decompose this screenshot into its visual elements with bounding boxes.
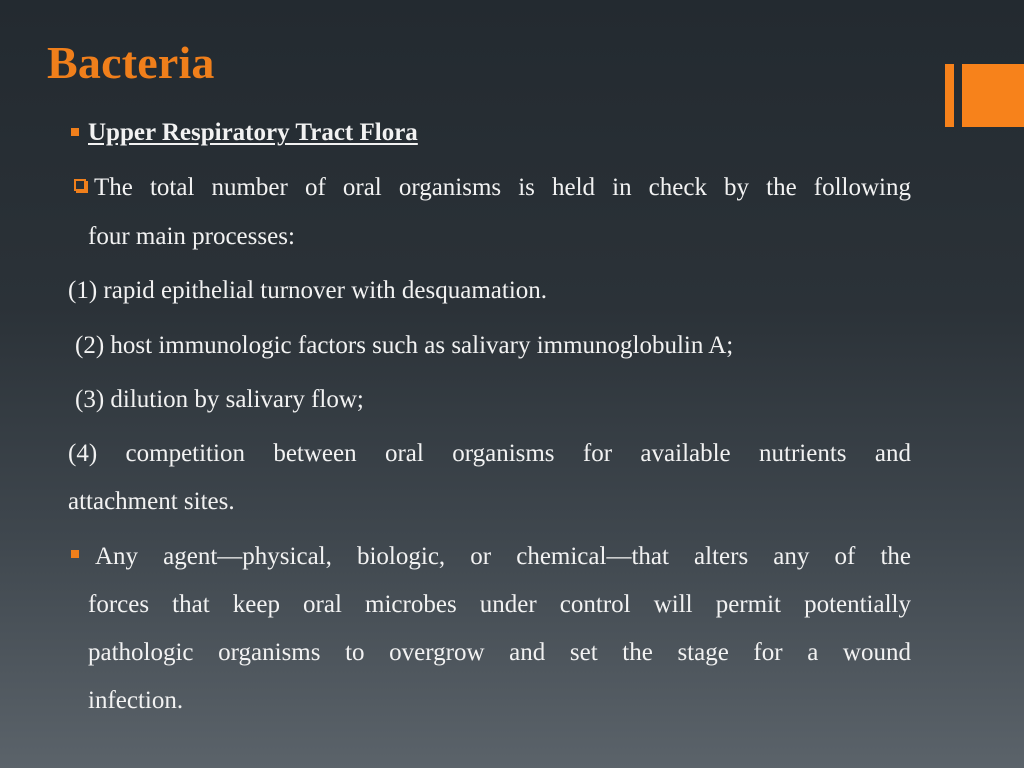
slide-title: Bacteria bbox=[47, 37, 215, 88]
process-item-2: (2) host immunologic factors such as salivary immunoglobulin A; bbox=[75, 332, 734, 359]
section-heading: Upper Respiratory Tract Flora bbox=[88, 119, 418, 146]
process-item-3: (3) dilution by salivary flow; bbox=[75, 386, 364, 413]
closing-line-3: pathologic organisms to overgrow and set the stage for a wound bbox=[88, 639, 911, 666]
accent-bar-thin bbox=[945, 64, 954, 127]
process-item-4: (4) competition between oral organisms for available nutrients and bbox=[68, 440, 911, 467]
checkbox-bullet-icon bbox=[74, 179, 86, 191]
intro-line-2: four main processes: bbox=[88, 223, 295, 250]
square-bullet-icon bbox=[71, 550, 79, 558]
square-bullet-icon bbox=[71, 128, 79, 136]
accent-bar-thick bbox=[962, 64, 1024, 127]
intro-line-1: The total number of oral organisms is held in check by the following bbox=[94, 174, 911, 201]
closing-line-1: Any agent—physical, biologic, or chemical—that alters any of the bbox=[95, 543, 911, 570]
process-item-4-continued: attachment sites. bbox=[68, 488, 235, 515]
closing-line-4: infection. bbox=[88, 687, 184, 714]
process-item-1: (1) rapid epithelial turnover with desquamation. bbox=[68, 277, 548, 304]
closing-line-2: forces that keep oral microbes under control will permit potentially bbox=[88, 591, 911, 618]
